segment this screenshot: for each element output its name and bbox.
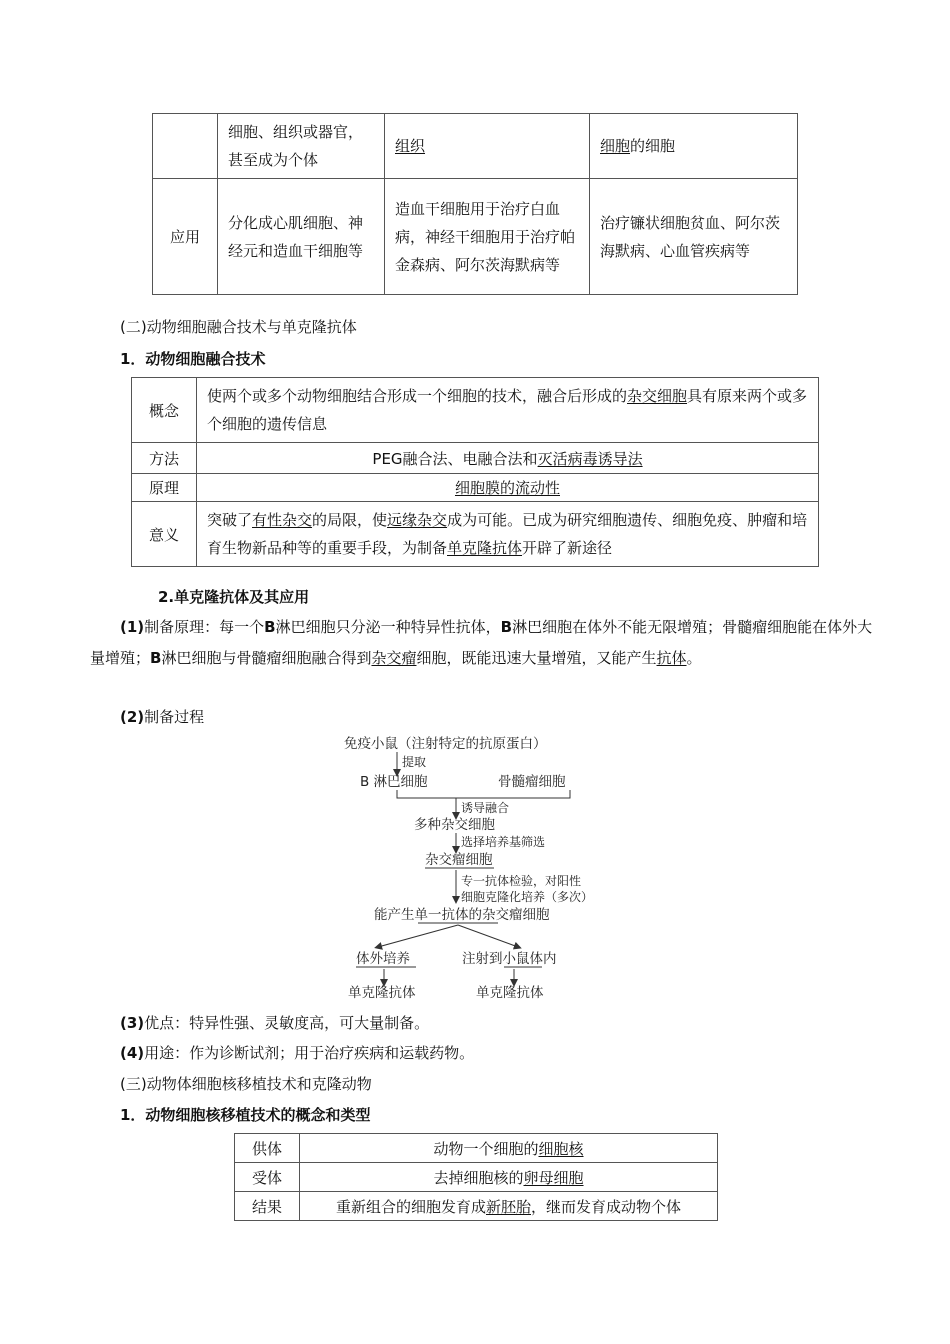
table-row-header: 方法	[132, 443, 197, 474]
section-heading: (三)动物体细胞核移植技术和克隆动物	[120, 1075, 372, 1093]
stem-cell-table	[152, 113, 798, 295]
nuclear-transfer-table	[234, 1133, 718, 1221]
diagram-node-myeloma: 骨髓瘤细胞	[498, 774, 566, 790]
table-row-header: 应用	[153, 179, 218, 295]
diagram-label-induce: 诱导融合	[461, 801, 510, 815]
diagram-label-select: 选择培养基筛选	[461, 835, 546, 849]
cell-fusion-table	[131, 377, 819, 567]
table-row-header: 结果	[235, 1192, 300, 1221]
table-cell: 动物一个细胞的细胞核	[300, 1134, 718, 1163]
principle-paragraph: (1)制备原理：每一个B淋巴细胞只分泌一种特异性抗体，B淋巴细胞在体外不能无限增殖；骨髓瘤细胞能在体外大量增殖；B淋巴细胞与骨髓瘤细胞融合得到杂交瘤细胞，既能迅速大量增殖，又能产生抗体。	[90, 618, 873, 667]
diagram-label-test: 专一抗体检验，对阳性	[461, 874, 582, 888]
table-cell: 突破了有性杂交的局限，使远缘杂交成为可能。已成为研究细胞遗传、细胞免疫、肿瘤和培育生物新品种等的重要手段，为制备单克隆抗体开辟了新途径	[197, 502, 819, 567]
mab-preparation-diagram	[330, 730, 620, 1010]
table-row-header: 概念	[132, 378, 197, 443]
diagram-arrow	[378, 925, 458, 947]
diagram-label-extract: 提取	[402, 755, 427, 769]
table-row-header: 原理	[132, 474, 197, 502]
diagram-merge-bracket	[397, 790, 570, 798]
diagram-node-in-vivo: 注射到小鼠体内	[462, 951, 557, 967]
diagram-node-hybridoma: 杂交瘤细胞	[425, 852, 493, 868]
diagram-node-immunized-mouse: 免疫小鼠（注射特定的抗原蛋白）	[344, 736, 547, 752]
table-cell	[153, 114, 218, 179]
diagram-node-b-cell: B 淋巴细胞	[360, 774, 428, 790]
table-cell: 重新组合的细胞发育成新胚胎，继而发育成动物个体	[300, 1192, 718, 1221]
table-cell: 分化成心肌细胞、神经元和造血干细胞等	[218, 179, 385, 295]
table-row-header: 受体	[235, 1163, 300, 1192]
table-cell: PEG融合法、电融合法和灭活病毒诱导法	[197, 443, 819, 474]
diagram-arrow	[458, 925, 518, 947]
subsection-heading: 2.单克隆抗体及其应用	[158, 588, 310, 606]
table-cell: 组织	[385, 114, 590, 179]
process-heading: (2)制备过程	[120, 708, 205, 726]
table-row-header: 供体	[235, 1134, 300, 1163]
diagram-node-hybrid: 多种杂交细胞	[414, 817, 495, 833]
table-cell: 去掉细胞核的卵母细胞	[300, 1163, 718, 1192]
table-cell: 细胞、组织或器官，甚至成为个体	[218, 114, 385, 179]
uses-line: (4)用途：作为诊断试剂；用于治疗疾病和运载药物。	[120, 1044, 475, 1062]
diagram-label-clone: 细胞克隆化培养（多次）	[461, 890, 594, 904]
table-cell: 细胞的细胞	[590, 114, 798, 179]
diagram-node-mab-1: 单克隆抗体	[348, 985, 416, 1001]
table-cell: 细胞膜的流动性	[197, 474, 819, 502]
section-heading: (二)动物细胞融合技术与单克隆抗体	[120, 318, 357, 336]
table-row-header: 意义	[132, 502, 197, 567]
table-cell: 治疗镰状细胞贫血、阿尔茨海默病、心血管疾病等	[590, 179, 798, 295]
advantages-line: (3)优点：特异性强、灵敏度高，可大量制备。	[120, 1014, 430, 1032]
table-cell: 使两个或多个动物细胞结合形成一个细胞的技术，融合后形成的杂交细胞具有原来两个或多个细胞的遗传信息	[197, 378, 819, 443]
subsection-heading: 1．动物细胞核移植技术的概念和类型	[120, 1106, 371, 1124]
subsection-heading: 1．动物细胞融合技术	[120, 350, 266, 368]
diagram-node-single-antibody: 能产生单一抗体的杂交瘤细胞	[374, 907, 550, 923]
diagram-node-in-vitro: 体外培养	[356, 951, 410, 967]
table-cell: 造血干细胞用于治疗白血病，神经干细胞用于治疗帕金森病、阿尔茨海默病等	[385, 179, 590, 295]
diagram-node-mab-2: 单克隆抗体	[476, 985, 544, 1001]
